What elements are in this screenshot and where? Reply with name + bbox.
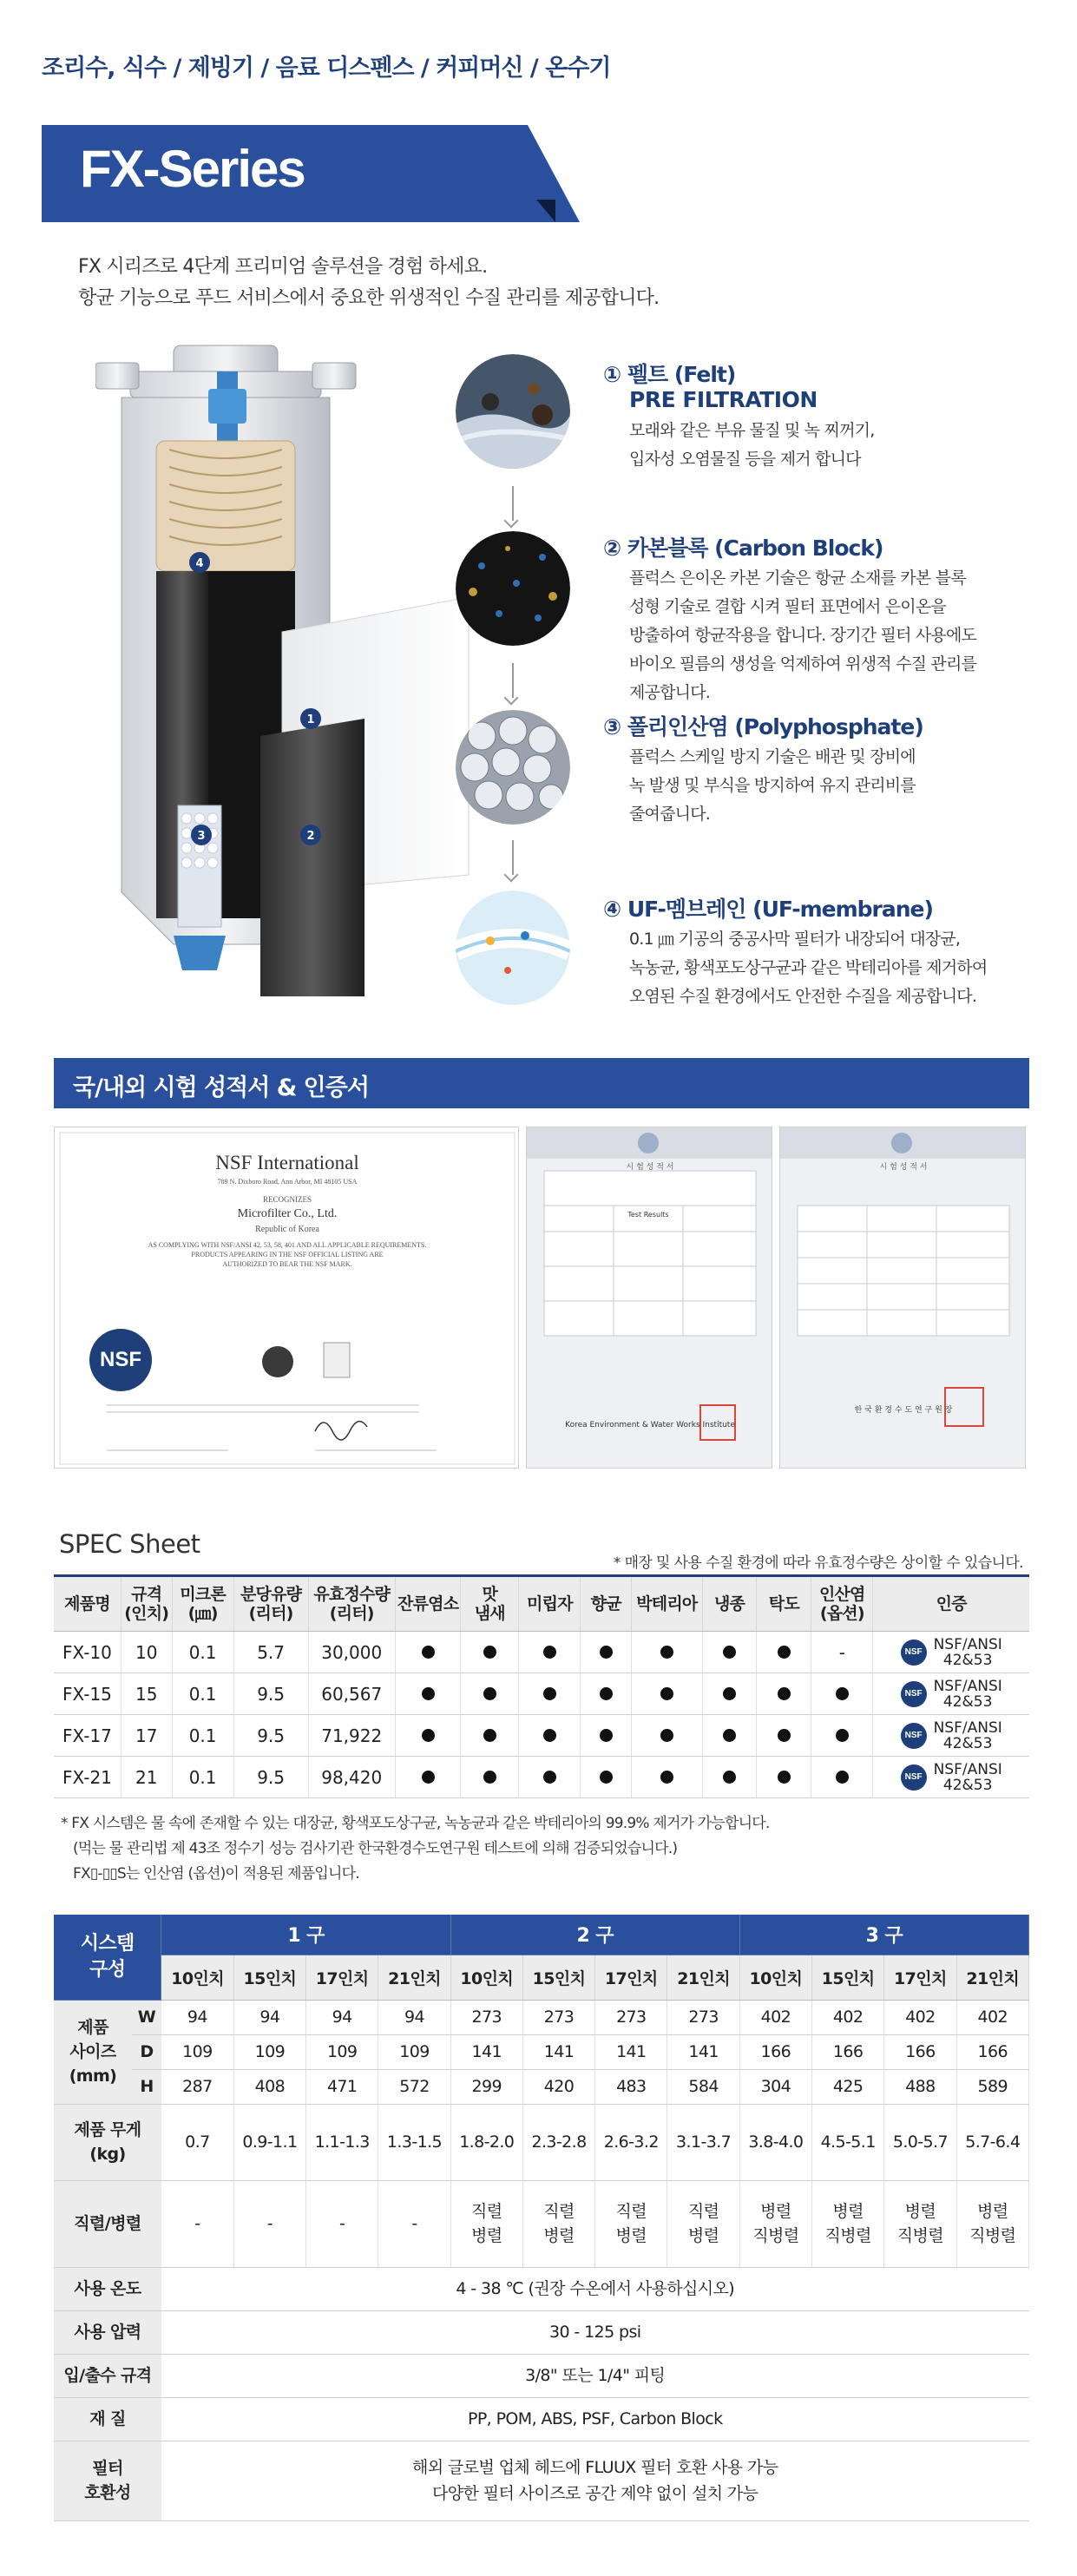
connection-value: - [161, 2180, 233, 2267]
system-info-label: 필터 호환성 [54, 2441, 161, 2520]
spec-check-cell [461, 1632, 519, 1673]
flow-arrow [512, 486, 514, 521]
spec-column-header: 탁도 [757, 1576, 811, 1632]
spec-check-cell [519, 1632, 581, 1673]
dimension-value: 304 [739, 2069, 811, 2104]
category-list: 조리수, 식수 / 제빙기 / 음료 디스펜스 / 커피머신 / 온수기 [42, 55, 611, 82]
check-dot-icon [778, 1729, 791, 1742]
spec-cell: 0.1 [172, 1673, 233, 1715]
nsf-body: AS COMPLYING WITH NSF/ANSI 42, 53, 58, 401 AND ALL APPLICABLE REQUIREMENTS. PRODUCTS APPEARING IN THE NSF OFFICIAL LISTING ARE AUTHORIZED TO BEAR THE NSF MARK. [148, 1241, 427, 1268]
weight-value: 3.8-4.0 [739, 2104, 811, 2180]
system-size-header: 15인치 [812, 1955, 884, 2000]
stage-carbon-block [456, 531, 1063, 705]
system-info-label: 입/출수 규격 [54, 2354, 161, 2397]
spec-phosphate-cell [811, 1715, 873, 1757]
check-dot-icon [836, 1771, 849, 1784]
intro-line: FX 시리즈로 4단계 프리미엄 솔루션을 경험 하세요. [78, 256, 488, 278]
dimension-value: 166 [812, 2034, 884, 2069]
check-dot-icon [422, 1729, 435, 1742]
system-size-header: 10인치 [739, 1955, 811, 2000]
spec-sheet-note: * 매장 및 사용 수질 환경에 따라 유효정수량은 상이할 수 있습니다. [613, 1554, 1023, 1572]
dimension-value: 420 [522, 2069, 594, 2104]
system-info-label: 사용 압력 [54, 2310, 161, 2354]
dimension-value: 166 [884, 2034, 956, 2069]
spec-table [54, 1574, 1029, 1798]
connection-value: - [306, 2180, 378, 2267]
check-dot-icon [600, 1646, 613, 1659]
system-group-header: 2 구 [450, 1915, 739, 1955]
dimension-value: 141 [667, 2034, 739, 2069]
spec-cell: FX-17 [54, 1715, 121, 1757]
stage-title: ④ UF-멤브레인 (UF-membrane) [603, 897, 933, 922]
system-info-value: PP, POM, ABS, PSF, Carbon Block [161, 2397, 1029, 2441]
system-size-header: 17인치 [884, 1955, 956, 2000]
spec-check-cell [702, 1715, 757, 1757]
report-institute: Korea Environment & Water Works Institute [565, 1421, 735, 1429]
spec-cert-cell [873, 1757, 1029, 1798]
size-label: 제품 사이즈 (mm) [54, 2000, 132, 2104]
connection-label: 직렬/병렬 [54, 2180, 161, 2267]
spec-check-cell [702, 1757, 757, 1798]
spec-column-header: 맛 냄새 [461, 1576, 519, 1632]
stage-description: 모래와 같은 부유 물질 및 녹 찌꺼기, 입자성 오염물질 등을 제거 합니다 [629, 421, 875, 469]
spec-cert-cell [873, 1673, 1029, 1715]
nsf-certificate [54, 1127, 519, 1469]
banner-fold [536, 200, 555, 222]
dimension-axis: D [132, 2034, 161, 2069]
spec-phosphate-cell [811, 1757, 873, 1798]
weight-value: 5.0-5.7 [884, 2104, 956, 2180]
dimension-axis: W [132, 2000, 161, 2034]
dimension-value: 273 [667, 2000, 739, 2034]
spec-cell: 21 [121, 1757, 172, 1798]
dimension-value: 141 [522, 2034, 594, 2069]
cert-label: NSF/ANSI 42&53 [933, 1635, 1002, 1669]
nsf-address: 789 N. Dixboro Road, Ann Arbor, MI 48105 USA [217, 1178, 358, 1186]
cert-label: NSF/ANSI 42&53 [933, 1718, 1002, 1752]
check-dot-icon [422, 1646, 435, 1659]
marker-4: 4 [195, 557, 204, 570]
spec-cell: FX-21 [54, 1757, 121, 1798]
spec-check-cell [632, 1673, 703, 1715]
system-group-header: 3 구 [739, 1915, 1028, 1955]
spec-check-cell [581, 1757, 632, 1798]
cert-section-title: 국/내외 시험 성적서 & 인증서 [73, 1074, 369, 1101]
spec-cell: 0.1 [172, 1757, 233, 1798]
weight-value: 3.1-3.7 [667, 2104, 739, 2180]
connection-value: 직렬 병렬 [667, 2180, 739, 2267]
carbon-closeup-image [456, 531, 570, 646]
spec-footnotes [61, 1811, 770, 1887]
system-size-header: 21인치 [956, 1955, 1028, 2000]
weight-value: 2.6-3.2 [595, 2104, 667, 2180]
check-dot-icon [483, 1729, 496, 1742]
spec-column-header: 분당유량 (리터) [233, 1576, 308, 1632]
footnote: FX▯-▯▯S는 인산염 (옵션)이 적용된 제품입니다. [73, 1865, 359, 1883]
spec-cell: 98,420 [308, 1757, 395, 1798]
intro-text [78, 252, 659, 314]
weight-value: 1.1-1.3 [306, 2104, 378, 2180]
cert-label: NSF/ANSI 42&53 [933, 1760, 1002, 1794]
connection-value: 직렬 병렬 [595, 2180, 667, 2267]
marker-2: 2 [306, 830, 315, 843]
system-group-header: 1 구 [161, 1915, 450, 1955]
check-dot-icon [723, 1729, 736, 1742]
check-dot-icon [600, 1729, 613, 1742]
spec-check-cell [461, 1673, 519, 1715]
system-size-header: 15인치 [522, 1955, 594, 2000]
spec-check-cell [757, 1715, 811, 1757]
spec-check-cell [757, 1757, 811, 1798]
dimension-value: 572 [378, 2069, 450, 2104]
check-dot-icon [723, 1687, 736, 1700]
spec-check-cell [581, 1673, 632, 1715]
report-heading: 시 험 성 적 서 [626, 1163, 674, 1172]
weight-value: 5.7-6.4 [956, 2104, 1028, 2180]
system-group-row [54, 1915, 1029, 1955]
system-size-header: 17인치 [595, 1955, 667, 2000]
stage-description: 0.1 ㎛ 기공의 중공사막 필터가 내장되어 대장균, 녹농균, 황색포도상구균과 같은 박테리아를 제거하여 오염된 수질 환경에서도 안전한 수질을 제공합니다. [629, 930, 988, 1006]
series-title: FX-Series [80, 140, 305, 198]
system-info-row [54, 2267, 1029, 2310]
report-heading: 시 험 성 적 서 [879, 1163, 928, 1172]
weight-value: 1.8-2.0 [450, 2104, 522, 2180]
system-info-row [54, 2354, 1029, 2397]
system-info-row [54, 2310, 1029, 2354]
spec-column-header: 향균 [581, 1576, 632, 1632]
nsf-badge-icon: NSF [901, 1764, 927, 1791]
cert-section-header [54, 1058, 1029, 1108]
system-info-value: 4 - 38 ℃ (권장 수온에서 사용하십시오) [161, 2267, 1029, 2310]
check-dot-icon [422, 1771, 435, 1784]
nsf-logo: NSF [89, 1329, 152, 1391]
dimension-row [54, 2069, 1029, 2104]
spec-cell: 30,000 [308, 1632, 395, 1673]
dimension-value: 94 [378, 2000, 450, 2034]
stage-description: 플럭스 은이온 카본 기술은 항균 소재를 카본 블록 성형 기술로 결합 시켜 필터 표면에서 은이온을 방출하여 항균작용을 합니다. 장기간 필터 사용에도 바이오 필름의 생성을 억제하여 위생적 수질 관리를 제공합니다. [629, 568, 977, 702]
system-size-header: 10인치 [161, 1955, 233, 2000]
system-size-header: 21인치 [667, 1955, 739, 2000]
spec-row [54, 1757, 1029, 1798]
spec-check-cell [395, 1715, 460, 1757]
dimension-value: 273 [450, 2000, 522, 2034]
footnote: (먹는 물 관리법 제 43조 정수기 성능 검사기관 한국환경수도연구원 테스트에 의해 검증되었습니다.) [73, 1840, 678, 1857]
spec-column-header: 박테리아 [632, 1576, 703, 1632]
spec-check-cell [519, 1715, 581, 1757]
system-size-header: 15인치 [233, 1955, 305, 2000]
spec-column-header: 규격 (인치) [121, 1576, 172, 1632]
dimension-value: 402 [956, 2000, 1028, 2034]
spec-cell: FX-10 [54, 1632, 121, 1673]
dimension-value: 141 [595, 2034, 667, 2069]
dimension-value: 299 [450, 2069, 522, 2104]
spec-cell: 9.5 [233, 1715, 308, 1757]
spec-check-cell [461, 1715, 519, 1757]
marker-3: 3 [197, 830, 206, 843]
dimension-value: 287 [161, 2069, 233, 2104]
system-info-row [54, 2397, 1029, 2441]
spec-column-header: 인증 [873, 1576, 1029, 1632]
dimension-axis: H [132, 2069, 161, 2104]
spec-check-cell [702, 1673, 757, 1715]
spec-row [54, 1632, 1029, 1673]
check-dot-icon [660, 1687, 673, 1700]
stage-title: ③ 폴리인산염 (Polyphosphate) [603, 714, 923, 739]
report-layout [527, 1127, 772, 1469]
nsf-org-name: NSF International [215, 1152, 359, 1173]
check-dot-icon [660, 1771, 673, 1784]
weight-row [54, 2104, 1029, 2180]
check-dot-icon [483, 1771, 496, 1784]
check-dot-icon [543, 1771, 556, 1784]
stage-title: ① 펠트 (Felt) [603, 362, 736, 387]
check-dot-icon [483, 1687, 496, 1700]
system-info-value: 3/8" 또는 1/4" 피팅 [161, 2354, 1029, 2397]
spec-cell: 60,567 [308, 1673, 395, 1715]
check-dot-icon [600, 1771, 613, 1784]
check-dot-icon [723, 1646, 736, 1659]
connection-row [54, 2180, 1029, 2267]
spec-column-header: 미립자 [519, 1576, 581, 1632]
system-size-header: 21인치 [378, 1955, 450, 2000]
marker-1: 1 [306, 713, 315, 726]
dimension-value: 273 [522, 2000, 594, 2034]
check-dot-icon [660, 1646, 673, 1659]
check-dot-icon [778, 1646, 791, 1659]
dimension-value: 94 [233, 2000, 305, 2034]
dimension-value: 402 [739, 2000, 811, 2034]
stage-subtitle: PRE FILTRATION [629, 387, 818, 412]
spec-column-header: 냉종 [702, 1576, 757, 1632]
spec-row [54, 1715, 1029, 1757]
system-info-row [54, 2441, 1029, 2520]
spec-column-header: 제품명 [54, 1576, 121, 1632]
report-test-results: Test Results [627, 1211, 669, 1219]
spec-column-header: 미크론 (㎛) [172, 1576, 233, 1632]
dimension-value: 273 [595, 2000, 667, 2034]
spec-check-cell [519, 1673, 581, 1715]
spec-cert-cell [873, 1715, 1029, 1757]
weight-value: 2.3-2.8 [522, 2104, 594, 2180]
nsf-badge-icon: NSF [901, 1681, 927, 1707]
dimension-value: 584 [667, 2069, 739, 2104]
felt-closeup-image [456, 354, 570, 469]
spec-column-header: 유효정수량 (리터) [308, 1576, 395, 1632]
stage-felt [456, 354, 1063, 484]
spec-row [54, 1673, 1029, 1715]
dimension-value: 109 [306, 2034, 378, 2069]
check-dot-icon [543, 1729, 556, 1742]
spec-check-cell [395, 1632, 460, 1673]
flow-arrow [512, 840, 514, 875]
connection-value: - [378, 2180, 450, 2267]
weight-label: 제품 무게 (kg) [54, 2104, 161, 2180]
nsf-country: Republic of Korea [255, 1225, 319, 1234]
dimension-value: 94 [161, 2000, 233, 2034]
polyphosphate-closeup-image [456, 710, 570, 825]
spec-cert-cell [873, 1632, 1029, 1673]
spec-check-cell [461, 1757, 519, 1798]
spec-check-cell [519, 1757, 581, 1798]
spec-check-cell [581, 1715, 632, 1757]
spec-phosphate-cell [811, 1673, 873, 1715]
spec-check-cell [702, 1632, 757, 1673]
check-dot-icon [778, 1687, 791, 1700]
test-report-english [526, 1127, 772, 1469]
dimension-value: 402 [884, 2000, 956, 2034]
connection-value: 병렬 직병렬 [812, 2180, 884, 2267]
dimension-value: 589 [956, 2069, 1028, 2104]
nsf-seals-and-signature [55, 1127, 519, 1469]
spec-check-cell [757, 1673, 811, 1715]
dimension-value: 166 [956, 2034, 1028, 2069]
check-dot-icon [543, 1646, 556, 1659]
weight-value: 4.5-5.1 [812, 2104, 884, 2180]
spec-cell: 71,922 [308, 1715, 395, 1757]
spec-cell: 10 [121, 1632, 172, 1673]
dimension-value: 109 [233, 2034, 305, 2069]
system-size-row [54, 1955, 1029, 2000]
footnote: * FX 시스템은 물 속에 존재할 수 있는 대장균, 황색포도상구균, 녹농균과 같은 박테리아의 99.9% 제거가 가능합니다. [61, 1815, 770, 1832]
dimension-value: 109 [378, 2034, 450, 2069]
dimension-value: 483 [595, 2069, 667, 2104]
check-dot-icon [543, 1687, 556, 1700]
connection-value: - [233, 2180, 305, 2267]
system-info-label: 재 질 [54, 2397, 161, 2441]
system-info-value: 30 - 125 psi [161, 2310, 1029, 2354]
dimension-value: 471 [306, 2069, 378, 2104]
dimension-value: 488 [884, 2069, 956, 2104]
weight-value: 0.7 [161, 2104, 233, 2180]
spec-cell: 9.5 [233, 1673, 308, 1715]
spec-check-cell [632, 1757, 703, 1798]
spec-phosphate-cell: - [811, 1632, 873, 1673]
spec-column-header: 인산염 (옵션) [811, 1576, 873, 1632]
system-corner-label: 시스템 구성 [54, 1915, 161, 2000]
spec-cell: 9.5 [233, 1757, 308, 1798]
spec-check-cell [632, 1715, 703, 1757]
weight-value: 0.9-1.1 [233, 2104, 305, 2180]
uf-membrane-closeup-image [456, 890, 570, 1005]
dimension-value: 425 [812, 2069, 884, 2104]
dimension-value: 141 [450, 2034, 522, 2069]
check-dot-icon [836, 1729, 849, 1742]
intro-line: 항균 기능으로 푸드 서비스에서 중요한 위생적인 수질 관리를 제공합니다. [78, 287, 660, 309]
dimension-value: 94 [306, 2000, 378, 2034]
series-banner [42, 125, 580, 222]
spec-cell: FX-15 [54, 1673, 121, 1715]
connection-value: 병렬 직병렬 [739, 2180, 811, 2267]
spec-check-cell [757, 1632, 811, 1673]
system-info-value: 해외 글로벌 업체 헤드에 FLUUX 필터 호환 사용 가능 다양한 필터 사이즈로 공간 제약 없이 설치 가능 [161, 2441, 1029, 2520]
stage-title: ② 카본블록 (Carbon Block) [603, 536, 883, 561]
nsf-badge-icon: NSF [901, 1640, 927, 1666]
report-institute: 한 국 환 경 수 도 연 구 원 장 [854, 1406, 953, 1415]
nsf-company: Microfilter Co., Ltd. [237, 1207, 338, 1220]
check-dot-icon [660, 1729, 673, 1742]
check-dot-icon [836, 1687, 849, 1700]
spec-check-cell [581, 1632, 632, 1673]
nsf-badge-icon: NSF [901, 1723, 927, 1749]
stage-description: 플럭스 스케일 방지 기술은 배관 및 장비에 녹 발생 및 부식을 방지하여 유지 관리비를 줄여줍니다. [629, 747, 916, 824]
spec-cell: 0.1 [172, 1715, 233, 1757]
dimension-row [54, 2000, 1029, 2034]
filter-cutaway-illustration [95, 337, 477, 1014]
dimension-value: 402 [812, 2000, 884, 2034]
connection-value: 직렬 병렬 [450, 2180, 522, 2267]
system-info-label: 사용 온도 [54, 2267, 161, 2310]
spec-cell: 17 [121, 1715, 172, 1757]
connection-value: 병렬 직병렬 [956, 2180, 1028, 2267]
flow-arrow [512, 663, 514, 698]
dimension-value: 109 [161, 2034, 233, 2069]
nsf-recognizes: RECOGNIZES [263, 1195, 312, 1204]
check-dot-icon [723, 1771, 736, 1784]
spec-sheet-title: SPEC Sheet [59, 1529, 200, 1559]
check-dot-icon [422, 1687, 435, 1700]
stage-polyphosphate [456, 710, 1063, 840]
spec-column-header: 잔류염소 [395, 1576, 460, 1632]
system-size-header: 10인치 [450, 1955, 522, 2000]
check-dot-icon [778, 1771, 791, 1784]
system-config-table [54, 1915, 1029, 2521]
dimension-value: 166 [739, 2034, 811, 2069]
stage-uf-membrane [456, 890, 1063, 1021]
spec-cell: 5.7 [233, 1632, 308, 1673]
weight-value: 1.3-1.5 [378, 2104, 450, 2180]
check-dot-icon [483, 1646, 496, 1659]
dimension-value: 408 [233, 2069, 305, 2104]
spec-cell: 0.1 [172, 1632, 233, 1673]
check-dot-icon [600, 1687, 613, 1700]
spec-check-cell [395, 1757, 460, 1798]
connection-value: 직렬 병렬 [522, 2180, 594, 2267]
dimension-row [54, 2034, 1029, 2069]
connection-value: 병렬 직병렬 [884, 2180, 956, 2267]
spec-check-cell [395, 1673, 460, 1715]
system-size-header: 17인치 [306, 1955, 378, 2000]
test-report-korean [779, 1127, 1026, 1469]
cert-label: NSF/ANSI 42&53 [933, 1677, 1002, 1711]
spec-check-cell [632, 1632, 703, 1673]
spec-cell: 15 [121, 1673, 172, 1715]
report-layout [780, 1127, 1026, 1469]
